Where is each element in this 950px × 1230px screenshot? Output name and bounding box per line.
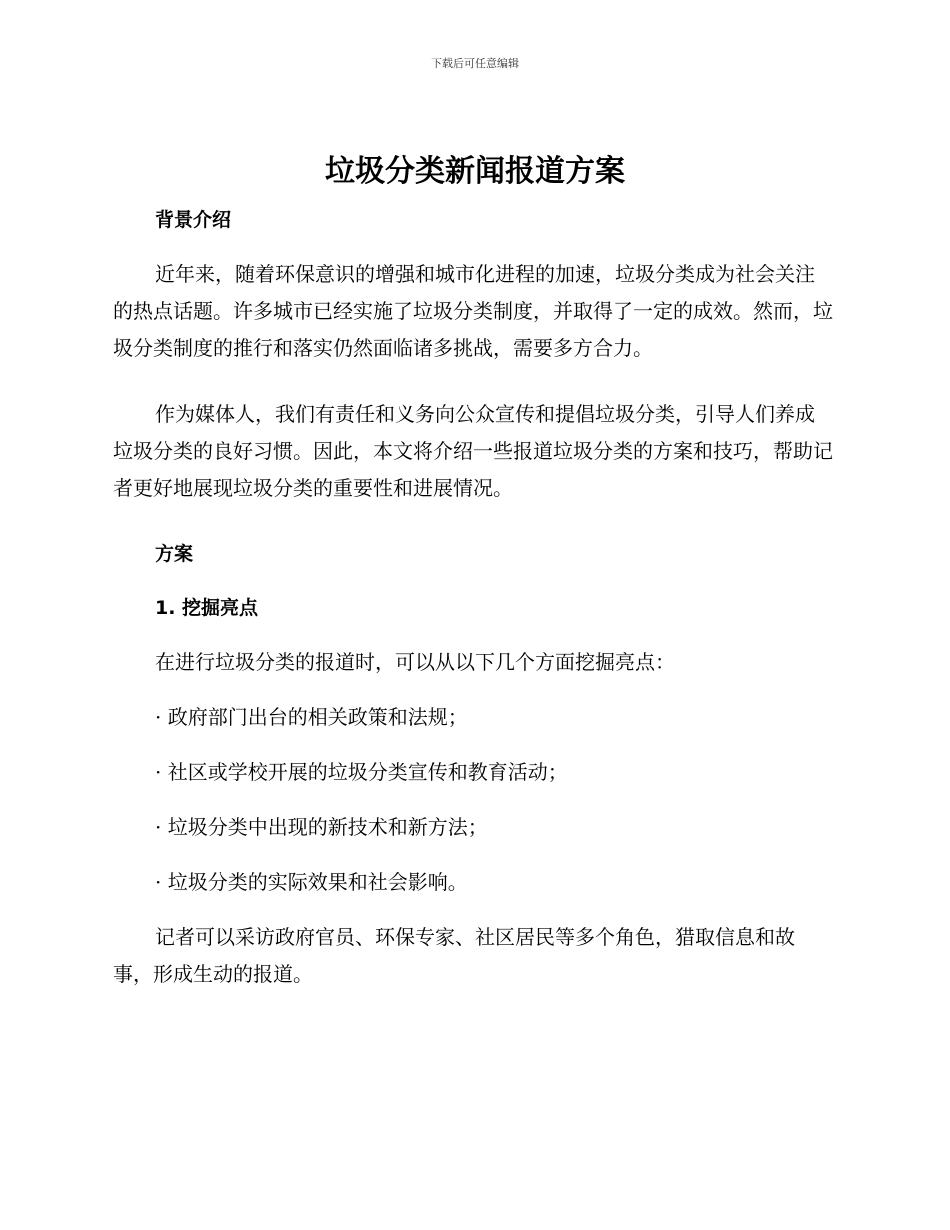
document-title: 垃圾分类新闻报道方案 <box>325 154 625 189</box>
section-heading-background: 背景介绍 <box>155 209 232 231</box>
background-paragraph-2: 作为媒体人，我们有责任和义务向公众宣传和提倡垃圾分类，引导人们养成垃圾分类的良好习惯。因此，本文将介绍一些报道垃圾分类的方案和技巧，帮助记者更好地展现垃圾分类的重要性和进展情况。 <box>113 402 833 500</box>
section-heading-plan: 方案 <box>155 543 194 565</box>
bullet-item: · 垃圾分类中出现的新技术和新方法； <box>155 815 488 839</box>
closing-paragraph: 记者可以采访政府官员、环保专家、社区居民等多个角色，猎取信息和故事，形成生动的报道。 <box>113 925 795 986</box>
header-note: 下载后可任意编辑 <box>431 57 519 70</box>
background-paragraph-1: 近年来，随着环保意识的增强和城市化进程的加速，垃圾分类成为社会关注的热点话题。许多城市已经实施了垃圾分类制度，并取得了一定的成效。然而，垃圾分类制度的推行和落实仍然面临诸多挑战，需要多方合力。 <box>113 262 833 360</box>
bullet-item: · 垃圾分类的实际效果和社会影响。 <box>155 870 468 894</box>
highlights-intro: 在进行垃圾分类的报道时，可以从以下几个方面挖掘亮点： <box>155 650 675 674</box>
bullet-item: · 社区或学校开展的垃圾分类宣传和教育活动； <box>155 760 568 784</box>
bullet-item: · 政府部门出台的相关政策和法规； <box>155 705 468 729</box>
subsection-heading-highlights: 1. 挖掘亮点 <box>155 597 259 619</box>
